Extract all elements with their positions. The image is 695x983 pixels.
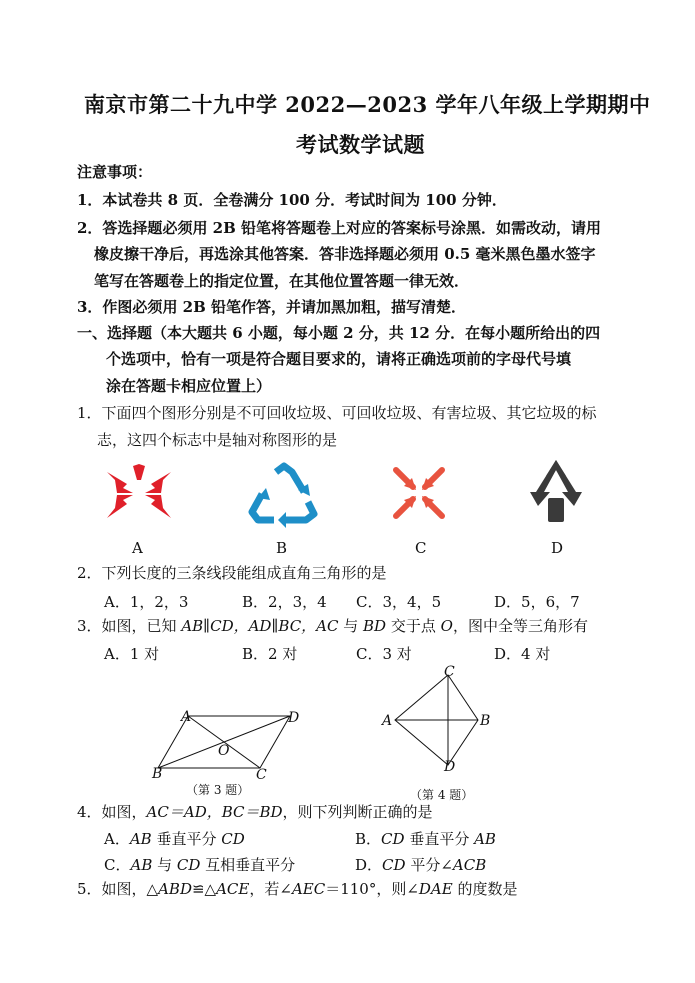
q4-option-c bbox=[104, 854, 295, 875]
q3-figure-caption: （第 3 题） bbox=[186, 783, 250, 797]
q1-label-c: C bbox=[415, 539, 427, 557]
q4-opt-text: B． bbox=[355, 830, 382, 848]
q5-stem-math: DAE bbox=[418, 880, 453, 898]
q3-option-d: D．4 对 bbox=[494, 645, 551, 663]
q4-stem-part: 4．如图， bbox=[77, 803, 147, 821]
q4-opt-math: AB bbox=[130, 856, 153, 874]
note-2-cont1: 橡皮擦干净后，再选涂其他答案．答非选择题必须用 0.5 毫米黑色墨水签字 bbox=[94, 245, 596, 263]
q4-opt-text: 垂直平分 bbox=[151, 830, 222, 848]
q1-label-a: A bbox=[132, 539, 143, 557]
section1-line3: 涂在答题卡相应位置上） bbox=[106, 377, 272, 395]
q3-stem-math: BD bbox=[363, 617, 387, 635]
q3-label-o: O bbox=[218, 743, 230, 759]
q4-stem bbox=[77, 802, 433, 823]
section1-line1: 一、选择题（本大题共 6 小题，每小题 2 分，共 12 分．在每小题所给出的四 bbox=[77, 324, 601, 342]
q4-opt-text: 垂直平分 bbox=[404, 830, 475, 848]
q4-option-b bbox=[355, 828, 496, 849]
q3-label-a: A bbox=[181, 709, 192, 725]
q4-stem-part: ，则下列判断正确的是 bbox=[282, 803, 433, 821]
q4-opt-math: CD bbox=[176, 856, 201, 874]
q5-stem-math: ABD bbox=[158, 880, 192, 898]
q4-opt-text: 与 bbox=[152, 856, 177, 874]
q4-opt-math: CD bbox=[382, 856, 406, 874]
exam-title-line2: 考试数学试题 bbox=[296, 132, 425, 157]
q5-stem-math: AEC bbox=[291, 880, 326, 898]
q4-opt-text: D． bbox=[355, 856, 383, 874]
q1-label-b: B bbox=[276, 539, 288, 557]
q3-option-a: A．1 对 bbox=[104, 645, 160, 663]
q2-stem: 2．下列长度的三条线段能组成直角三角形的是 bbox=[77, 564, 387, 582]
q3-label-c: C bbox=[256, 767, 267, 783]
q5-stem-part: 的度数是 bbox=[452, 880, 518, 898]
q5-stem-part: ，若∠ bbox=[249, 880, 292, 898]
q5-stem-part: ＝110°，则∠ bbox=[325, 880, 419, 898]
q2-option-a: A．1，2，3 bbox=[104, 593, 189, 611]
q3-option-b: B．2 对 bbox=[242, 645, 298, 663]
nonrecyclable-icon bbox=[103, 462, 175, 524]
q2-option-d: D．5，6，7 bbox=[494, 593, 580, 611]
q4-label-c: C bbox=[444, 664, 455, 680]
q3-option-c: C．3 对 bbox=[356, 645, 412, 663]
note-2-cont2: 笔写在答题卷上的指定位置，在其他位置答题一律无效． bbox=[94, 272, 470, 290]
q4-opt-text: 互相垂直平分 bbox=[200, 856, 296, 874]
q4-option-a bbox=[104, 828, 245, 849]
q5-stem-math: ACE bbox=[216, 880, 250, 898]
note-3: 3．作图必须用 2B 铅笔作答，并请加黑加粗，描写清楚． bbox=[77, 298, 466, 316]
q3-parallelogram-figure bbox=[150, 706, 310, 776]
q4-opt-text: C． bbox=[104, 856, 131, 874]
q4-stem-math: AC＝AD，BC＝BD bbox=[146, 803, 283, 821]
q5-stem-part: 5．如图，△ bbox=[77, 880, 159, 898]
q3-stem-part: 3．如图，已知 bbox=[77, 617, 182, 635]
q1-label-d: D bbox=[551, 539, 564, 557]
note-2: 2．答选择题必须用 2B 铅笔将答题卷上对应的答案标号涂黑．如需改动，请用 bbox=[77, 219, 601, 237]
q2-option-b: B．2，3，4 bbox=[242, 593, 327, 611]
q4-opt-math: ACB bbox=[452, 856, 487, 874]
q4-opt-math: AB bbox=[129, 830, 152, 848]
q5-stem bbox=[77, 879, 518, 900]
hazardous-icon bbox=[388, 462, 450, 524]
notes-heading: 注意事项： bbox=[77, 163, 153, 181]
q3-stem-part: 交于点 bbox=[386, 617, 441, 635]
q4-opt-math: CD bbox=[221, 830, 245, 848]
q4-label-a: A bbox=[382, 713, 393, 729]
q3-label-d: D bbox=[288, 710, 300, 726]
q4-option-d bbox=[355, 854, 486, 875]
q4-opt-math: AB bbox=[474, 830, 496, 848]
q3-stem-part: ，图中全等三角形有 bbox=[452, 617, 588, 635]
exam-title-line1: 南京市第二十九中学 2022—2023 学年八年级上学期期中 bbox=[84, 92, 651, 117]
section1-line2: 个选项中，恰有一项是符合题目要求的，请将正确选项前的字母代号填 bbox=[106, 350, 572, 368]
q4-label-d: D bbox=[444, 759, 456, 775]
q4-figure-caption: （第 4 题） bbox=[410, 788, 474, 802]
q1-stem-line2: 志，这四个标志中是轴对称图形的是 bbox=[97, 431, 338, 449]
q2-option-c: C．3，4，5 bbox=[356, 593, 442, 611]
q3-stem-math: AB∥CD，AD∥BC，AC bbox=[181, 617, 339, 635]
q5-stem-part: ≌△ bbox=[191, 880, 217, 898]
q4-opt-text: A． bbox=[104, 830, 130, 848]
other-waste-icon bbox=[526, 458, 586, 524]
q3-stem-math: O bbox=[440, 617, 453, 635]
q4-opt-text: 平分∠ bbox=[405, 856, 453, 874]
note-1: 1．本试卷共 8 页．全卷满分 100 分．考试时间为 100 分钟． bbox=[77, 191, 507, 209]
q3-label-b: B bbox=[152, 766, 163, 782]
q4-label-b: B bbox=[480, 713, 491, 729]
q3-stem-part: 与 bbox=[338, 617, 364, 635]
q4-opt-math: CD bbox=[381, 830, 405, 848]
q3-stem bbox=[77, 616, 588, 637]
q1-stem-line1: 1．下面四个图形分别是不可回收垃圾、可回收垃圾、有害垃圾、其它垃圾的标 bbox=[77, 404, 597, 422]
recyclable-icon bbox=[246, 462, 322, 524]
